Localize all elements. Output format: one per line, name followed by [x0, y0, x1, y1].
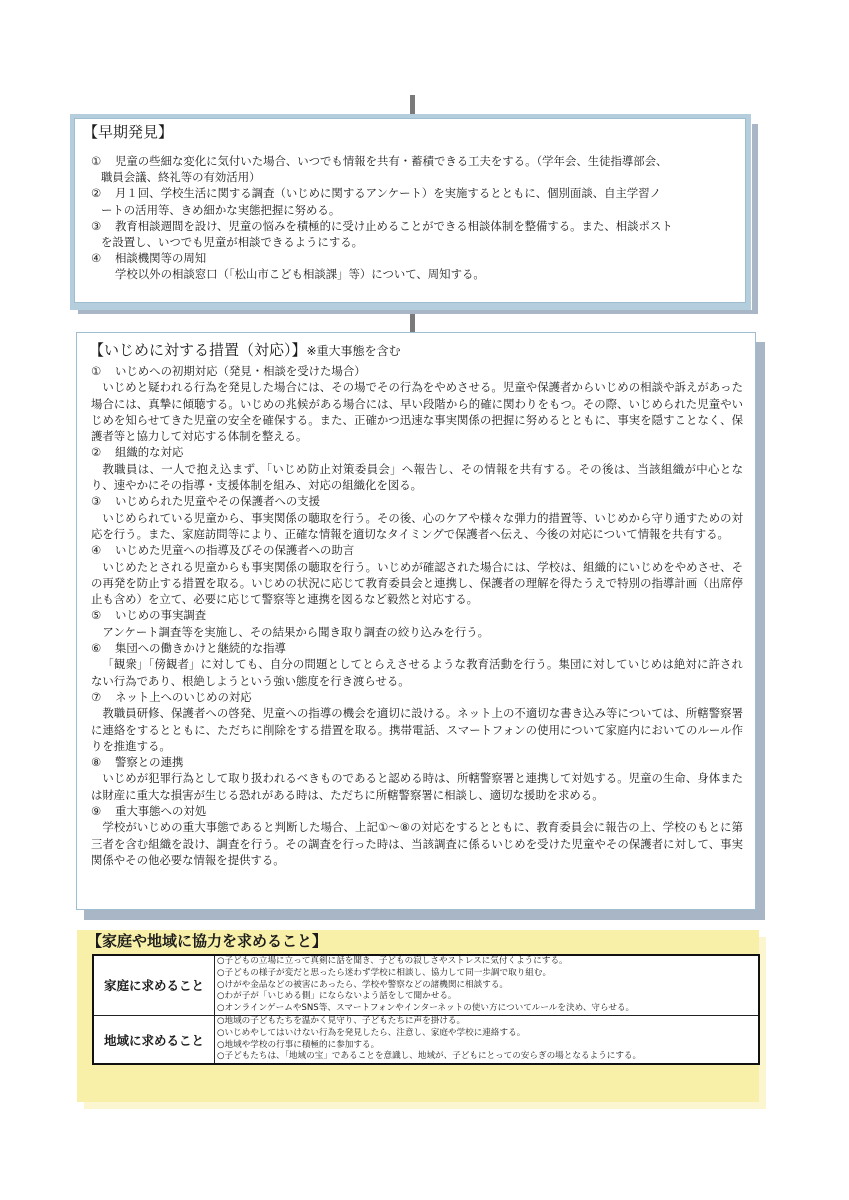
item-number: ⑦	[91, 689, 102, 704]
item-number: ②	[91, 186, 102, 201]
item-number: ①	[91, 364, 102, 378]
item-continuation: を設置し、いつでも児童が相談できるようにする。	[101, 235, 363, 250]
item-body: いじめたとされる児童からも事実関係の聴取を行う。いじめが確認された場合には、学校は、組織的にいじめをやめさせ、その再発を防止する措置を取る。いじめの状況に応じて教育委員会と連携し、保護者の理解を得たうえで特別の指導計画（出席停止も含め）を立て、必要に応じて警察等と連携を図るなど毅然と対応する。	[91, 559, 743, 607]
cooperation-table	[92, 954, 760, 1065]
early-detection-shadow	[752, 124, 758, 314]
home-requests	[215, 955, 760, 1015]
list-item: ○子どもの様子が変だと思ったら迷わず学校に相談し、協力して同一歩調で取り組む。	[217, 967, 552, 978]
item-heading: 警察との連携	[115, 755, 184, 770]
table-row	[93, 1015, 759, 1064]
item-heading: いじめの事実調査	[115, 608, 207, 623]
item-text: 月１回、学校生活に関する調査（いじめに関するアンケート）を実施するとともに、個別面談、自主学習ノ	[115, 186, 662, 201]
item-number: ②	[91, 445, 102, 460]
item-body: 「観衆」「傍観者」に対しても、自分の問題としてとらえさせるような教育活動を行う。集団に対していじめは絶対に許されない行為であり、根絶しようという強い態度を行き渡らせる。	[91, 657, 743, 688]
community-requests	[215, 1015, 760, 1064]
list-item: ○地域の子どもたちを温かく見守り、子どもたちに声を掛ける。	[217, 1015, 466, 1026]
early-detection-box	[74, 118, 746, 303]
list-item	[91, 363, 743, 444]
list-item	[91, 640, 743, 689]
item-heading: いじめた児童への指導及びその保護者への助言	[115, 543, 355, 558]
measures-box	[76, 332, 756, 910]
list-item	[91, 542, 743, 607]
item-text: 児童の些細な変化に気付いた場合、いつでも情報を共有・蓄積できる工夫をする。（学年会、生徒指導部会、	[115, 154, 668, 168]
measures-note: ※重大事態を含む	[306, 344, 401, 358]
list-item	[91, 493, 743, 542]
list-item	[91, 444, 743, 493]
list-item: ○子どもの立場に立って真剣に話を聞き、子どもの寂しさやストレスに気付くようにする。	[217, 956, 568, 966]
list-item	[91, 153, 741, 185]
list-item: ○けがや金品などの被害にあったら、学校や警察などの諸機関に相談する。	[217, 979, 509, 990]
item-heading: いじめへの初期対応（発見・相談を受けた場合）	[115, 364, 366, 378]
category-home: 家庭に求めること	[93, 955, 215, 1015]
item-heading: 相談機関等の周知	[115, 251, 207, 266]
item-number: ①	[91, 154, 102, 168]
item-continuation: ートの活用等、きめ細かな実態把握に努める。	[101, 202, 341, 217]
item-body: 学校以外の相談窓口（「松山市こども相談課」等）について、周知する。	[115, 267, 485, 282]
cooperation-title: 【家庭や地域に協力を求めること】	[87, 932, 328, 950]
item-heading: いじめられた児童やその保護者への支援	[115, 494, 321, 509]
item-body: 学校がいじめの重大事態であると判断した場合、上記①～⑧の対応をするとともに、教育委員会に報告の上、学校のもとに第三者を含む組織を設け、調査を行う。その調査を行った時は、当該調査に係るいじめを受けた児童やその保護者に対して、事実関係やその他必要な情報を提供する。	[91, 820, 743, 867]
item-number: ④	[91, 251, 102, 266]
item-body: いじめが犯罪行為として取り扱われるべきものであると認める時は、所轄警察署と連携して対処する。児童の生命、身体または財産に重大な損害が生じる恐れがある時は、ただちに所轄警察署に相談し、適切な援助を求める。	[91, 771, 743, 802]
list-item	[91, 250, 741, 282]
measures-title	[89, 339, 401, 360]
item-body: いじめと疑われる行為を発見した場合には、その場でその行為をやめさせる。児童や保護者からいじめの相談や訴えがあった場合には、真摯に傾聴する。いじめの兆候がある場合には、早い段階から的確に関わりをもつ。その際、いじめられた児童やいじめを知らせてきた児童の安全を確保する。また、正確かつ迅速な事実関係の把握に努めるとともに、事実を隠すことなく、保護者等と協力して対応する体制を整える。	[91, 380, 743, 444]
list-item	[91, 607, 743, 640]
item-number: ⑧	[91, 755, 102, 770]
item-body: いじめられている児童から、事実関係の聴取を行う。その後、心のケアや様々な弾力的措置等、いじめから守り通すための対応を行う。また、家庭訪問等により、正確な情報を適切なタイミングで保護者へ伝え、今後の対応について情報を共有する。	[91, 510, 743, 541]
item-text: 教育相談週間を設け、児童の悩みを積極的に受け止めることができる相談体制を整備する。また、相談ポスト	[115, 218, 673, 233]
measures-title-text: 【いじめに対する措置（対応）】	[89, 341, 307, 359]
table-row	[93, 955, 759, 1015]
item-number: ③	[91, 494, 102, 509]
list-item	[91, 689, 743, 754]
measures-shadow	[756, 342, 765, 920]
item-heading: ネット上へのいじめの対応	[115, 689, 252, 704]
item-heading: 集団への働きかけと継続的な指導	[115, 641, 286, 656]
item-number: ③	[91, 218, 102, 233]
list-item: ○地域や学校の行事に積極的に参加する。	[217, 1039, 380, 1050]
list-item	[91, 803, 743, 868]
list-item: ○いじめやしてはいけない行為を発見したら、注意し、家庭や学校に連絡する。	[217, 1027, 526, 1038]
item-body: 教職員は、一人で抱え込まず、「いじめ防止対策委員会」へ報告し、その情報を共有する。その後は、当該組織が中心となり、速やかにその指導・支援体制を組み、対応の組織化を図る。	[91, 461, 743, 493]
measures-list	[91, 363, 743, 868]
list-item	[91, 185, 741, 217]
early-detection-shadow-bottom	[78, 310, 758, 314]
early-detection-list	[91, 153, 741, 283]
item-number: ⑨	[91, 804, 102, 819]
item-heading: 重大事態への対処	[115, 804, 207, 819]
list-item: ○オンラインゲームやSNS等、スマートフォンやインターネットの使い方についてルールを決め、守らせる。	[217, 1003, 635, 1014]
list-item	[91, 218, 741, 250]
item-number: ④	[91, 543, 102, 558]
list-item: ○子どもたちは、「地域の宝」であることを意識し、地域が、子どもにとっての安らぎの場となるようにする。	[217, 1051, 642, 1062]
item-body: アンケート調査等を実施し、その結果から聞き取り調査の絞り込みを行う。	[102, 624, 489, 639]
item-number: ⑥	[91, 641, 102, 656]
early-detection-title: 【早期発見】	[83, 123, 174, 141]
category-community: 地域に求めること	[93, 1015, 215, 1064]
list-item	[91, 754, 743, 803]
list-item: ○わが子が「いじめる側」にならないよう話をして聞かせる。	[217, 991, 457, 1002]
item-number: ⑤	[91, 608, 102, 623]
item-heading: 組織的な対応	[115, 445, 184, 460]
item-continuation: 職員会議、終礼等の有効活用）	[101, 170, 261, 185]
item-body: 教職員研修、保護者への啓発、児童への指導の機会を適切に設ける。ネット上の不適切な書き込み等については、所轄警察署に連絡をするとともに、ただちに削除をする措置を取る。携帯電話、スマートフォンの使用について家庭内においてのルール作りを推進する。	[91, 706, 743, 753]
measures-shadow-bottom	[84, 910, 765, 920]
